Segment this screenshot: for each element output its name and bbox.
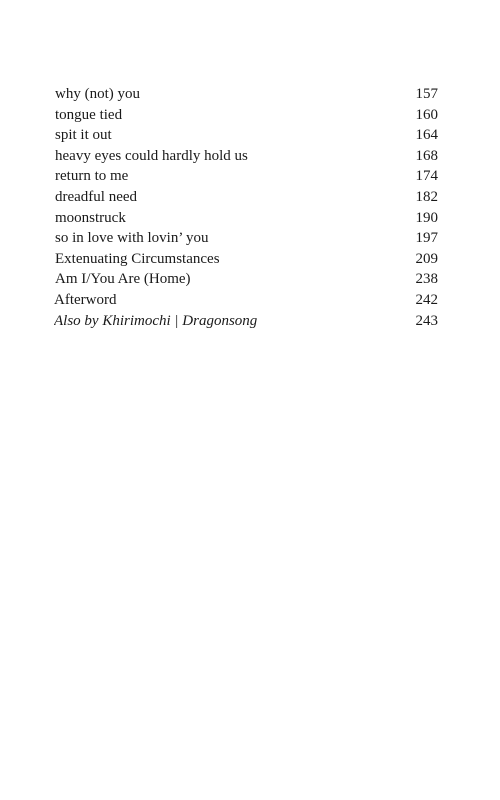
toc-entry-title: tongue tied (55, 106, 123, 123)
toc-entry-so-in-love[interactable] (55, 228, 438, 249)
toc-entry-title: Extenuating Circumstances (55, 250, 220, 267)
toc-entry-page: 182 (415, 188, 438, 205)
toc-entry-am-i-you-are-home[interactable] (55, 269, 438, 290)
toc-entry-extenuating-circumstances[interactable] (55, 249, 438, 270)
toc-entry-title: Afterword (54, 291, 117, 308)
toc-entry-title: moonstruck (55, 209, 126, 226)
toc-entry-page: 174 (415, 168, 438, 185)
toc-entry-why-not-you[interactable] (55, 84, 438, 105)
toc-entry-afterword[interactable] (55, 290, 438, 311)
toc-entry-spit-it-out[interactable] (55, 125, 438, 146)
toc-entry-page: 209 (415, 250, 438, 267)
toc-entry-heavy-eyes[interactable] (55, 146, 438, 167)
toc-entry-title: spit it out (55, 127, 112, 144)
toc-entry-dreadful-need[interactable] (55, 187, 438, 208)
toc-entry-page: 238 (415, 271, 438, 288)
toc-entry-title: return to me (55, 168, 129, 185)
toc-entry-page: 164 (415, 127, 438, 144)
toc-entry-title: dreadful need (55, 188, 138, 205)
toc-entry-title: Am I/You Are (Home) (55, 271, 191, 288)
toc-entry-page: 197 (415, 230, 438, 247)
toc-entry-page: 160 (415, 106, 438, 123)
toc-entry-page: 190 (415, 209, 438, 226)
toc-entry-page: 242 (415, 291, 438, 308)
toc-entry-return-to-me[interactable] (55, 166, 438, 187)
toc-entry-title: Also by Khirimochi | Dragonsong (54, 312, 258, 329)
table-of-contents (55, 84, 438, 331)
toc-entry-page: 243 (415, 312, 438, 329)
toc-entry-page: 157 (415, 86, 438, 102)
toc-entry-title: why (not) you (55, 86, 140, 102)
toc-entry-title: so in love with lovin’ you (55, 230, 209, 247)
toc-entry-page: 168 (415, 147, 438, 164)
toc-entry-also-by[interactable] (55, 311, 438, 332)
toc-entry-moonstruck[interactable] (55, 208, 438, 229)
toc-entry-tongue-tied[interactable] (55, 105, 438, 126)
toc-entry-title: heavy eyes could hardly hold us (55, 147, 248, 164)
